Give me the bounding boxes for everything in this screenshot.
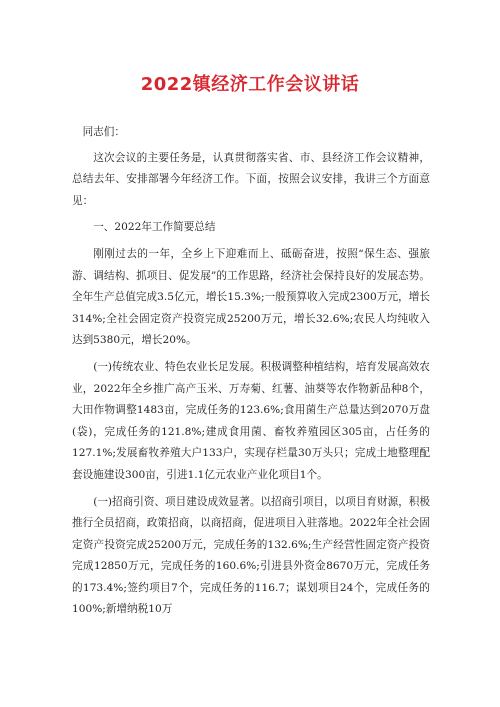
salutation: 同志们：	[82, 126, 125, 138]
section-heading-1: 一、2022年工作简要总结	[93, 221, 216, 234]
document-body	[72, 122, 430, 626]
paragraph-summary: 刚刚过去的一年，全乡上下迎难而上、砥砺奋进，按照“保生态、强旅游、调结构、抓项目、促发展”的工作思路，经济社会保持良好的发展态势。全年生产总值完成3.5亿元，增长15.3%;一般预算收入完成2300万元，增长314%;全社会固定资产投资完成25200万元，增长32.6%;农民人均纯收入达到5380元，增长20%。	[72, 247, 430, 347]
paragraph-investment: (一)招商引资、项目建设成效显著。以招商引项目，以项目育财源，积极推行全员招商，政策招商，以商招商，促进项目入驻落地。2022年全社会固定资产投资完成25200万元，完成任务的132.6%;生产经营性固定资产投资完成12850万元，完成任务的160.6%;引进县外资金8670万元，完成任务的173.4%;签约项目7个，完成任务的116.7；谋划项目24个，完成任务的100%;新增纳税10万	[72, 495, 430, 616]
document-title: 2022镇经济工作会议讲话	[140, 74, 360, 95]
paragraph-agriculture: (一)传统农业、特色农业长足发展。积极调整种植结构，培育发展高效农业，2022年全乡推广高产玉米、万寿菊、红薯、油葵等农作物新品种8个，大田作物调整1483亩，完成任务的123.6%;食用菌生产总量达到2070万盘(袋)，完成任务的121.8%;建成食用菌、畜牧养殖园区305亩，占任务的127.1%;发展畜牧养殖大户133户，实现存栏量30万头只；完成土地整理配套设施建设300亩，引进1.1亿元农业产业化项目1个。	[72, 360, 430, 481]
paragraph-intro: 这次会议的主要任务是，认真贯彻落实省、市、县经济工作会议精神，总结去年、安排部署今年经济工作。下面，按照会议安排，我讲三个方面意见：	[72, 151, 430, 207]
